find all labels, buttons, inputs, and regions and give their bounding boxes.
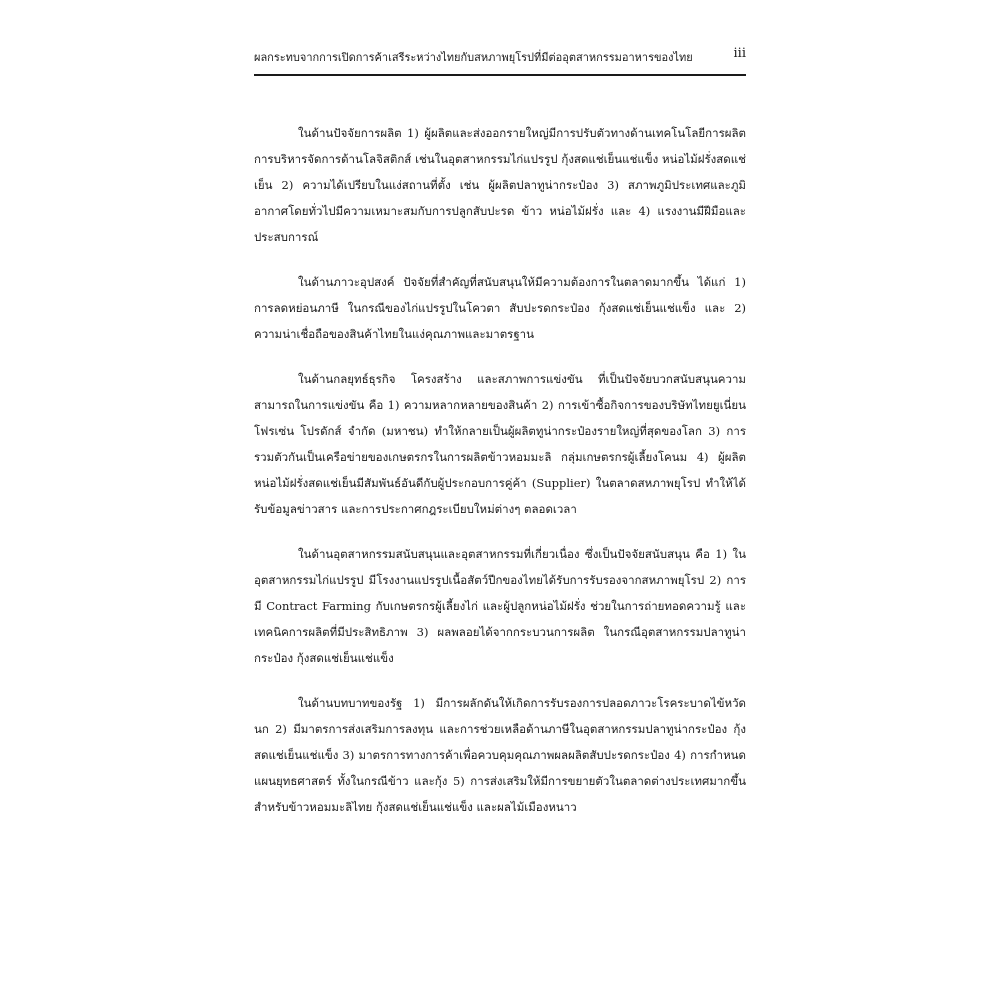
running-header	[254, 44, 746, 68]
body-text	[254, 120, 746, 839]
header-title: ผลกระทบจากการเปิดการค้าเสรีระหว่างไทยกับสหภาพยุโรปที่มีต่ออุตสาหกรรมอาหารของไทย	[254, 51, 693, 64]
paragraph-production-factors: ในด้านปัจจัยการผลิต 1) ผู้ผลิตและส่งออกรายใหญ่มีการปรับตัวทางด้านเทคโนโลยีการผลิต การบริหารจัดการด้านโลจิสติกส์ เช่นในอุตสาหกรรมไก่แปรรูป กุ้งสดแช่เย็นแช่แข็ง หน่อไม้ฝรั่งสดแช่เย็น 2) ความได้เปรียบในแง่สถานที่ตั้ง เช่น ผู้ผลิตปลาทูน่ากระป๋อง 3) สภาพภูมิประเทศและภูมิอากาศโดยทั่วไปมีความเหมาะสมกับการปลูกสับปะรด ข้าว หน่อไม้ฝรั่ง และ 4) แรงงานมีฝีมือและประสบการณ์	[254, 126, 746, 244]
paragraph-government-role: ในด้านบทบาทของรัฐ 1) มีการผลักดันให้เกิดการรับรองการปลอดภาวะโรคระบาดไข้หวัดนก 2) มีมาตรการส่งเสริมการลงทุน และการช่วยเหลือด้านภาษีในอุตสาหกรรมปลาทูน่ากระป๋อง กุ้งสดแช่เย็นแช่แข็ง 3) มาตรการทางการค้าเพื่อควบคุมคุณภาพผลผลิตสับปะรดกระป๋อง 4) การกำหนดแผนยุทธศาสตร์ ทั้งในกรณีข้าว และกุ้ง 5) การส่งเสริมให้มีการขยายตัวในตลาดต่างประเทศมากขึ้น สำหรับข้าวหอมมะลิไทย กุ้งสดแช่เย็นแช่แข็ง และผลไม้เมืองหนาว	[254, 696, 746, 814]
header-divider	[254, 74, 746, 76]
paragraph-business-strategy: ในด้านกลยุทธ์ธุรกิจ โครงสร้าง และสภาพการแข่งขัน ที่เป็นปัจจัยบวกสนับสนุนความสามารถในการแข่งขัน คือ 1) ความหลากหลายของสินค้า 2) การเข้าซื้อกิจการของบริษัทไทยยูเนี่ยน โฟรเซ่น โปรดักส์ จำกัด (มหาชน) ทำให้กลายเป็นผู้ผลิตทูน่ากระป๋องรายใหญ่ที่สุดของโลก 3) การรวมตัวกันเป็นเครือข่ายของเกษตรกรในการผลิตข้าวหอมมะลิ กลุ่มเกษตรกรผู้เลี้ยงโคนม 4) ผู้ผลิตหน่อไม้ฝรั่งสดแช่เย็นมีสัมพันธ์อันดีกับผู้ประกอบการคู่ค้า (Supplier) ในตลาดสหภาพยุโรป ทำให้ได้รับข้อมูลข่าวสาร และการประกาศกฎระเบียบใหม่ต่างๆ ตลอดเวลา	[254, 372, 746, 516]
paragraph-demand-conditions: ในด้านภาวะอุปสงค์ ปัจจัยที่สำคัญที่สนับสนุนให้มีความต้องการในตลาดมากขึ้น ได้แก่ 1) การลดหย่อนภาษี ในกรณีของไก่แปรรูปในโควตา สับปะรดกระป๋อง กุ้งสดแช่เย็นแช่แข็ง และ 2) ความน่าเชื่อถือของสินค้าไทยในแง่คุณภาพและมาตรฐาน	[254, 275, 746, 341]
paragraph-supporting-industries: ในด้านอุตสาหกรรมสนับสนุนและอุตสาหกรรมที่เกี่ยวเนื่อง ซึ่งเป็นปัจจัยสนับสนุน คือ 1) ในอุตสาหกรรมไก่แปรรูป มีโรงงานแปรรูปเนื้อสัตว์ปีกของไทยได้รับการรับรองจากสหภาพยุโรป 2) การมี Contract Farming กับเกษตรกรผู้เลี้ยงไก่ และผู้ปลูกหน่อไม้ฝรั่ง ช่วยในการถ่ายทอดความรู้ และเทคนิคการผลิตที่มีประสิทธิภาพ 3) ผลพลอยได้จากกระบวนการผลิต ในกรณีอุตสาหกรรมปลาทูน่ากระป๋อง กุ้งสดแช่เย็นแช่แข็ง	[254, 547, 746, 665]
page-number: iii	[733, 46, 746, 61]
